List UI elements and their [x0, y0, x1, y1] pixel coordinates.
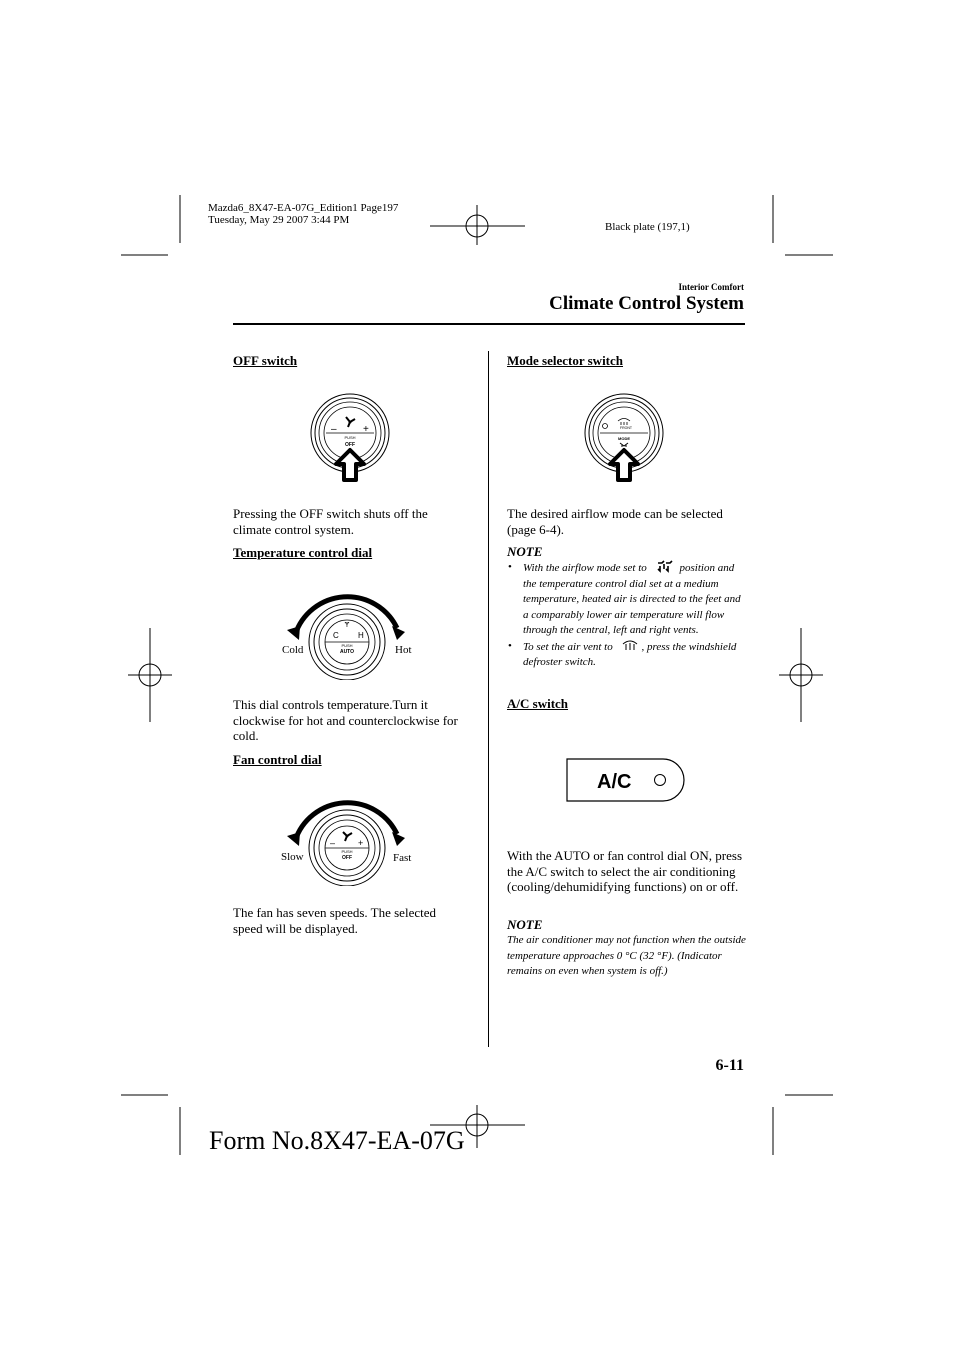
push-arrow-icon — [610, 450, 638, 480]
fan-dial-off-text: OFF — [342, 855, 352, 861]
print-meta — [208, 202, 398, 226]
ac-switch-heading: A/C switch — [507, 696, 569, 711]
form-number: Form No.8X47-EA-07G — [209, 1126, 465, 1155]
page-number: 6-11 — [715, 1057, 744, 1074]
off-switch-figure — [300, 392, 400, 484]
temp-dial-body: This dial controls temperature.Turn it clockwise for hot and counterclockwise for cold. — [233, 697, 458, 743]
defroster-icon — [618, 419, 630, 426]
label-cold: Cold — [282, 644, 304, 656]
arrow-left-icon — [287, 626, 300, 640]
print-meta-line2: Tuesday, May 29 2007 3:44 PM — [208, 214, 350, 226]
floor-vent-icon — [656, 560, 674, 573]
ac-note-title: NOTE — [507, 917, 543, 932]
temp-dial-heading: Temperature control dial — [233, 545, 373, 560]
mode-note-list — [507, 560, 745, 671]
svg-text:+: + — [363, 424, 369, 435]
print-meta-line1: Mazda6_8X47-EA-07G_Edition1 Page197 — [208, 202, 399, 214]
label-fast: Fast — [393, 852, 412, 864]
off-switch-push-text: PUSH — [344, 435, 356, 440]
temp-dial-h-text: H — [358, 631, 364, 640]
fan-dial-body: The fan has seven speeds. The selected speed will be displayed. — [233, 905, 436, 936]
ac-button-label: A/C — [597, 771, 632, 793]
ac-switch-body: With the AUTO or fan control dial ON, press the A/C switch to select the air conditioning (cooling/dehumidifying functions) on or off. — [507, 848, 742, 894]
arrow-right-icon — [392, 832, 405, 846]
ac-indicator-icon — [655, 775, 666, 786]
off-switch-off-text: OFF — [345, 442, 355, 448]
fan-dial-push-text: PUSH — [341, 849, 353, 854]
mode-note-item: • With the airflow mode set to position and the temperature control dial set at a medium temperature, heated air is directed to the feet and a comparably lower air temperature will flow through the central, left and right vents. — [508, 561, 741, 636]
push-arrow-icon — [336, 450, 364, 480]
label-hot: Hot — [395, 644, 412, 656]
mode-switch-heading: Mode selector switch — [507, 353, 624, 368]
fan-dial-figure — [280, 786, 415, 886]
off-switch-body: Pressing the OFF switch shuts off the climate control system. — [233, 506, 428, 537]
temp-dial-figure — [280, 580, 415, 680]
thermometer-icon: Ɏ — [344, 622, 350, 629]
defroster-icon — [621, 639, 639, 652]
temp-dial-push-text: PUSH — [341, 643, 353, 648]
mode-switch-body: The desired airflow mode can be selected (page 6-4). — [507, 506, 723, 537]
floor-vent-icon — [620, 443, 628, 447]
ac-switch-figure — [565, 757, 685, 805]
mode-note-title: NOTE — [507, 544, 543, 559]
mode-note-item: • To set the air vent to , press the windshield defroster switch. — [508, 639, 737, 668]
column-divider — [488, 351, 489, 1047]
fan-dial-heading: Fan control dial — [233, 752, 322, 767]
svg-text:+: + — [358, 838, 364, 848]
off-switch-heading: OFF switch — [233, 353, 298, 368]
svg-text:–: – — [330, 838, 336, 848]
arrow-right-icon — [392, 626, 405, 640]
fan-icon — [343, 832, 352, 841]
section-label: Interior Comfort — [678, 282, 744, 292]
fan-icon — [346, 417, 355, 427]
svg-text:–: – — [331, 424, 337, 435]
temp-dial-auto-text: AUTO — [339, 649, 355, 655]
mode-switch-front-text: FRONT — [619, 426, 633, 430]
temp-dial-c-text: C — [333, 631, 339, 640]
ac-note: The air conditioner may not function when the outside temperature approaches 0 °C (32 °F). (Indicator remains on even when system is off.) — [507, 934, 746, 977]
page-title: Climate Control System — [549, 293, 744, 314]
arrow-left-icon — [287, 832, 300, 846]
label-slow: Slow — [281, 851, 304, 863]
header-rule — [233, 323, 745, 325]
plate-label: Black plate (197,1) — [605, 221, 690, 233]
mode-switch-figure — [574, 392, 674, 484]
mode-switch-mode-text: MODE — [618, 436, 630, 441]
